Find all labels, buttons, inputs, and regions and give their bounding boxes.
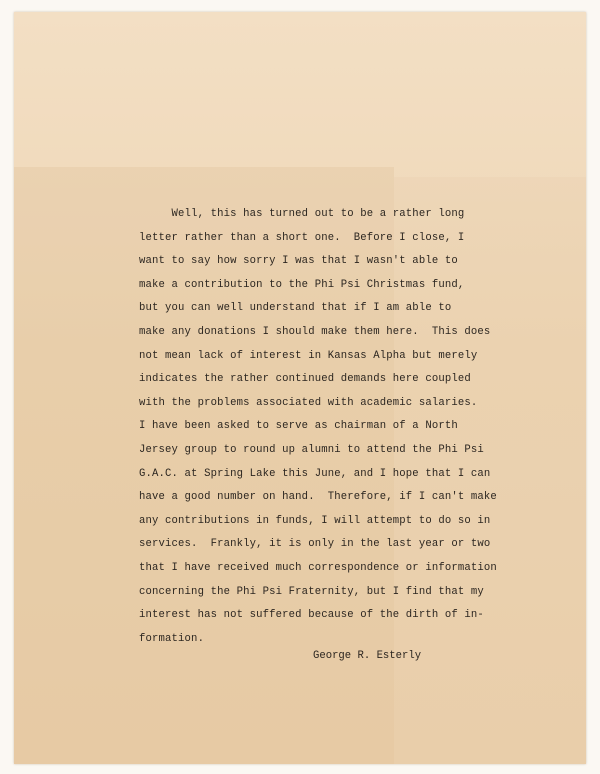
- letter-line: G.A.C. at Spring Lake this June, and I hope that I can: [139, 467, 491, 480]
- letter-line: concerning the Phi Psi Fraternity, but I find that my: [139, 585, 484, 598]
- letter-line: make any donations I should make them here. This does: [139, 325, 491, 338]
- letter-line: that I have received much correspondence or information: [139, 561, 497, 574]
- letter-line: interest has not suffered because of the dirth of in-: [139, 609, 484, 622]
- letter-body: [139, 203, 539, 651]
- letter-line: have a good number on hand. Therefore, if I can't make: [139, 491, 497, 504]
- letter-line: formation.: [139, 632, 205, 645]
- letter-line: not mean lack of interest in Kansas Alpha but merely: [139, 349, 478, 362]
- letter-line: indicates the rather continued demands here coupled: [139, 373, 471, 386]
- signature: George R. Esterly: [313, 650, 422, 662]
- letter-line: I have been asked to serve as chairman of a North: [139, 420, 458, 433]
- letter-line: letter rather than a short one. Before I close, I: [139, 231, 465, 244]
- letter-line: make a contribution to the Phi Psi Christmas fund,: [139, 278, 465, 291]
- letter-line: services. Frankly, it is only in the last year or two: [139, 538, 491, 551]
- letter-line: Jersey group to round up alumni to attend the Phi Psi: [139, 443, 484, 456]
- letter-line: want to say how sorry I was that I wasn't able to: [139, 255, 458, 268]
- letter-line: with the problems associated with academic salaries.: [139, 396, 478, 409]
- letter-line: any contributions in funds, I will attempt to do so in: [139, 514, 491, 527]
- letter-line: but you can well understand that if I am able to: [139, 302, 452, 315]
- letter-line: Well, this has turned out to be a rather long: [139, 208, 465, 220]
